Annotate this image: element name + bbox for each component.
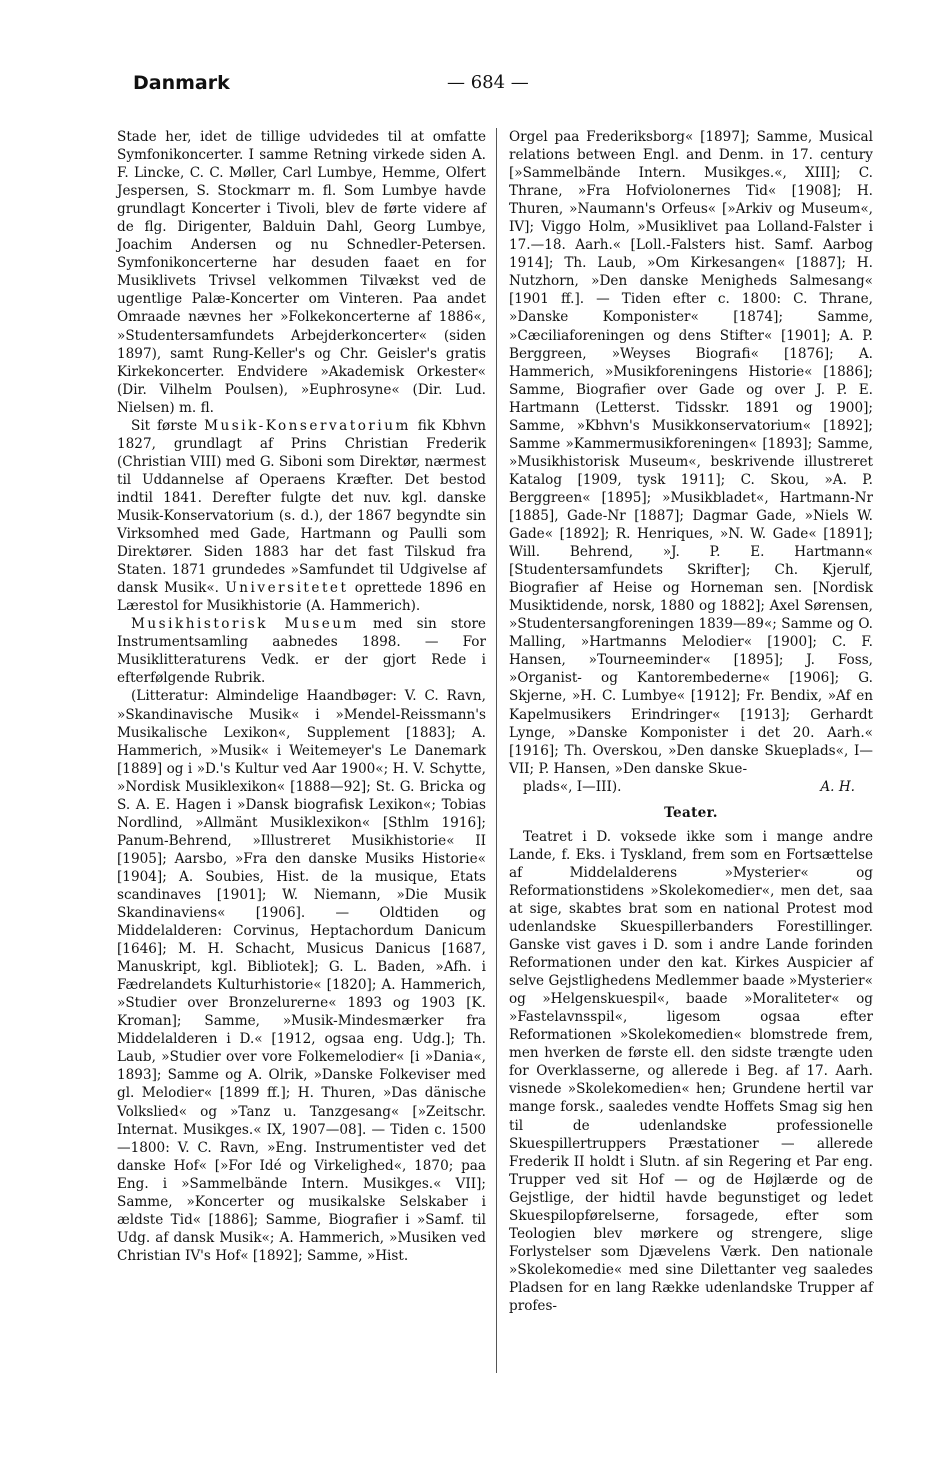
spaced-term: Universitetet	[225, 580, 349, 597]
paragraph-literature: (Litteratur: Almindelige Haandbøger: V. C. Ravn, »Skandinavische Musik« i »Mendel-Reissmann's Musikalische Lexikon«, Supplement [1883]; A. Hammerich, »Musik« i Weitemeyer's Le Danemark [1889] og i »D.'s Kultur ved Aar 1900«; H. V. Schytte, »Nordisk Musiklexikon« [1888—92]; St. G. Bricka og S. A. E. Hagen i »Dansk biografisk Lexikon«; Tobias Nordlind, »Allmänt Musiklexikon« [Sthlm 1916]; Panum-Behrend, »Illustreret Musikhistorie« II [1905]; Aarsbo, »Fra den danske Musiks Historie« [1904]; A. Soubies, Hist. de la musique, Etats scandinaves [1901]; W. Niemann, »Die Musik Skandinaviens« [1906]. — Oldtiden og Middelalderen: Corvinus, Heptachordum Danicum [1646]; M. H. Schacht, Musicus Danicus [1687, Manuskript, kgl. Bibliotek]; G. L. Baden, »Afh. i Fædrelandets Kulturhistorie« [1820]; A. Hammerich, »Studier over Bronzelurerne« 1893 og 1903 [K. Kroman]; Samme, »Musik-Mindesmærker fra Middelalderen i D.« [1912, ogsaa eng. Udg.]; Th. Laub, »Studier over vore Folkemelodier« [i »Dania«, 1893]; Samme og A. Olrik, »Danske Folkeviser med gl. Melodier« [1899 ff.]; H. Thuren, »Das dänische Volkslied« og »Tanz u. Tanzgesang« [»Zeitschr. Internat. Musikges.« IX, 1907—08]. — Tiden c. 1500—1800: V. C. Ravn, »Eng. Instrumentister ved det danske Hof« [»For Idé og Virkelighed«, 1870; paa Eng. i »Sammelbände Intern. Musikges.« VII]; Samme, »Koncerter og musikalske Selskaber i ældste Tid« [1886]; Samme, Biografier i »Samf. til Udg. af dansk Musik«; A. Hammerich, »Musiken ved Christian IV's Hof« [1892]; Samme, »Hist.	[117, 688, 486, 1264]
spaced-term: Musik-Konservatorium	[204, 417, 411, 434]
paragraph-literature-cont: Orgel paa Frederiksborg« [1897]; Samme, Musical relations between Engl. and Denm. in 17. century [»Sammelbände Intern. Musikges.«, XIII]; C. Thrane, »Fra Hofviolonernes Tid« [1908]; H. Thuren, »Naumann's Orfeus« [»Arkiv og Museum«, IV]; Viggo Holm, »Musiklivet paa Lolland-Falster i 17.—18. Aarh.« [Loll.-Falsters hist. Samf. Aarbog 1914]; Th. Laub, »Om Kirkesangen« [1887]; H. Nutzhorn, »Den danske Menigheds Salmesang« [1901 ff.]. — Tiden efter c. 1800: C. Thrane, »Danske Komponister« [1874]; Samme, »Cæciliaforeningen og dens Stifter« [1901]; A. P. Berggreen, »Weyses Biografi« [1876]; A. Hammerich, »Musikforeningens Historie« [1886]; Samme, Biografier over Gade og over J. P. E. Hartmann (Letterst. Tidsskr. 1891 og 1900]; Samme, »Kbhvn's Musikkonservatorium« [1892]; Samme »Kammermusikforeningen« [1893]; Samme, »Musikhistorisk Museum«, beskrivende illustreret Katalog [1909, tysk 1911]; C. Skou, »A. P. Berggreen« [1895]; »Musikbladet«, Hartmann-Nr [1885], Gade-Nr [1887]; Dagmar Gade, »Niels W. Gade« [1892]; R. Henriques, »N. W. Gade« [1891]; Will. Behrend, »J. P. E. Hartmann« [Studentersamfundets Skrifter]; Ch. Kjerulf, Biografier af Heise og Horneman sen. [Nordisk Musiktidende, norsk, 1880 og 1882]; Axel Sørensen, »Studentersangforeningen 1839—89«; Samme og O. Malling, »Hartmanns Melodier« [1900]; C. F. Hansen, »Tourneeminder« [1895]; J. Foss, »Organist- og Kantorembederne« [1906]; G. Skjerne, »H. C. Lumbye« [1912]; Fr. Bendix, »Af en Kapelmusikers Erindringer« [1913]; Gerhardt Lynge, »Danske Komponister i det 20. Aarh.« [1916]; Th. Overskou, »Den danske Skueplads«, I—VII; P. Hansen, »Den danske Skue-	[509, 129, 873, 777]
running-head-section: Danmark	[133, 72, 230, 94]
paragraph-theatre: Teatret i D. voksede ikke som i mange andre Lande, f. Eks. i Tyskland, frem som en Fortsættelse af Middelalderens »Mysterier« og Reformationstidens »Skolekomedier«, men det, saa at sige, skabtes brat som en national Protest mod udenlandske Skuespillerbanders Forestillinger. Ganske vist gaves i D. som i andre Lande forinden Reformationen under den kat. Kirkes Auspicier af selve Gejstlighedens Medlemmer baade »Mysterier« og »Helgenskuespil«, baade »Moraliteter« og »Fastelavnsspil«, ligesom ogsaa efter Reformationen »Skolekomedien« blomstrede frem, men hverken de første ell. den sidste trængte uden for Overklasserne, og allerede i Beg. af 17. Aarh. visnede »Skolekomedien« hen; Grundene hertil var mange forsk., saaledes vendte Hoffets Smag sig hen til de udenlandske professionelle Skuespillertruppers Præstationer — allerede Frederik II holdt i Slutn. af sin Regering et Par eng. Trupper ved sit Hof — og de Højlærde og de Gejstlige, der hidtil havde begunstiget og ledet Skuespilopførelserne, forsagede, efter som Teologien blev mørkere og strengere, slige Forlystelser som Djævelens Værk. Den nationale »Skolekomedie« med sine Dilettanter veg saaledes Pladsen for en lang Række udenlandske Trupper af profes-	[509, 828, 873, 1314]
paragraph-museum: Musikhistorisk Museum med sin store Instrumentsamling aabnedes 1898. — For Musiklitteraturens Vedk. er der gjort Rede i efterfølgende Rubrik.	[117, 616, 486, 687]
right-column	[509, 128, 873, 1315]
column-divider	[496, 128, 497, 1373]
page-header	[133, 72, 873, 100]
page-number: — 684 —	[447, 72, 529, 93]
section-title-teater: Teater.	[664, 804, 718, 821]
paragraph-concerts: Stade her, idet de tillige udvidedes til at omfatte Symfonikoncerter. I samme Retning virkede siden A. F. Lincke, C. C. Møller, Carl Lumbye, Hemme, Olfert Jespersen, S. Stockmarr m. fl. Som Lumbye havde grundlagt Koncerter i Tivoli, blev de førte videre af de flg. Dirigenter, Balduin Dahl, Georg Lumbye, Joachim Andersen og nu Schnedler-Petersen. Symfonikoncerterne har desuden faaet en for Musiklivets Trivsel velkommen Tilvækst ved de ugentlige Palæ-Koncerter om Vinteren. Paa andet Omraade nævnes her »Folkekoncerterne af 1886«, »Studentersamfundets Arbejderkoncerter« (siden 1897), samt Rung-Keller's og Chr. Geisler's gratis Kirkekoncerter. Endvidere »Akademisk Orkester« (Dir. Vilhelm Poulsen), »Euphrosyne« (Dir. Lud. Nielsen) m. fl.	[117, 129, 486, 416]
literature-tail: plads«, I—III). A. H.	[509, 778, 873, 796]
author-signature: A. H.	[820, 778, 855, 795]
spaced-term: Musikhistorisk Museum	[131, 616, 359, 633]
paragraph-conservatory: Sit første Musik-Konservatorium fik Kbhvn 1827, grundlagt af Prins Christian Frederik (Christian VIII) med G. Siboni som Direktør, nærmest til Uddannelse af Operaens Kræfter. Det bestod indtil 1841. Derefter fulgte det nuv. kgl. danske Musik-Konservatorium (s. d.), der 1867 begyndte sin Virksomhed med Gade, Hartmann og Paulli som Direktører. Siden 1883 har det fast Tilskud fra Staten. 1871 grundedes »Samfundet til Udgivelse af dansk Musik«. Universitetet oprettede 1896 en Lærestol for Musikhistorie (A. Hammerich).	[117, 417, 487, 615]
left-column	[117, 128, 486, 1265]
